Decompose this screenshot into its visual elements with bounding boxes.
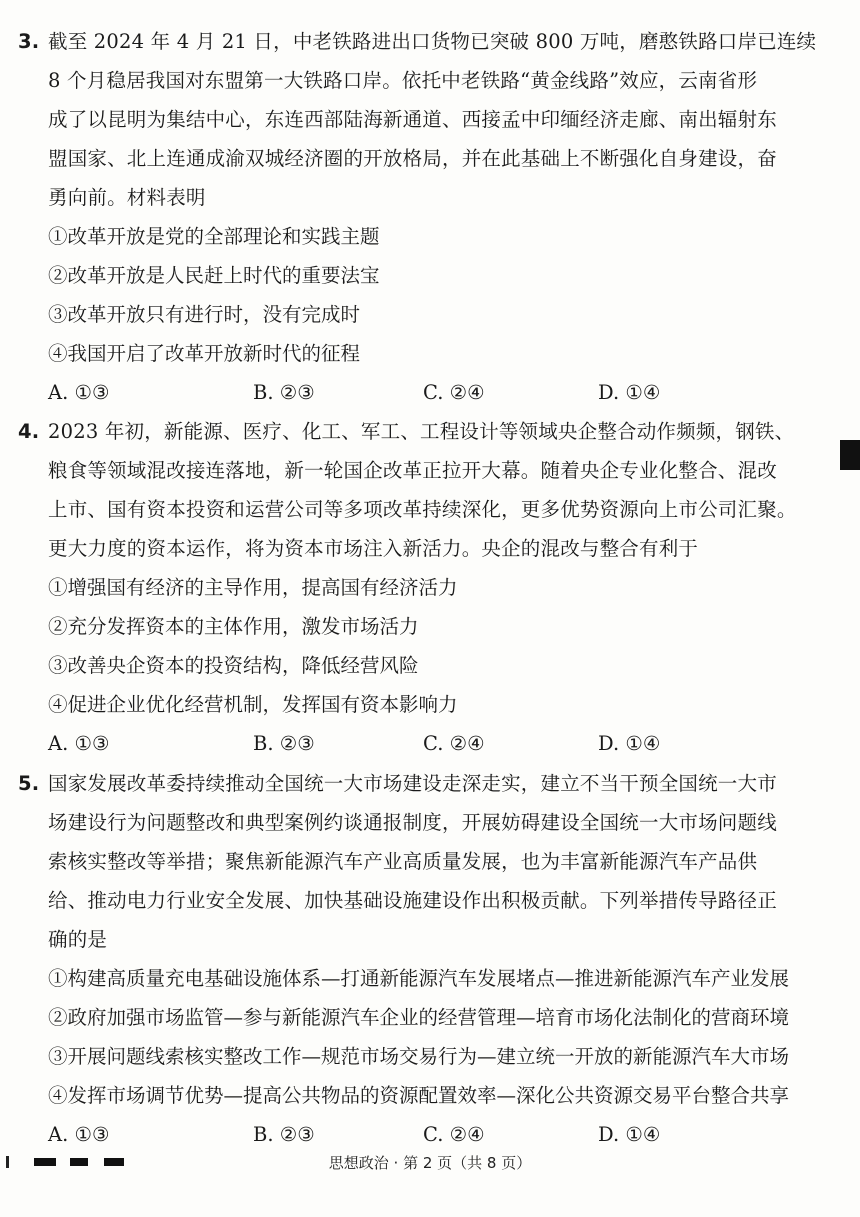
question-stem-line: 盟国家、北上连通成渝双城经济圈的开放格局，并在此基础上不断强化自身建设，奋: [48, 147, 777, 170]
option-b: B. ②③: [253, 732, 315, 755]
answer-options: [18, 724, 808, 763]
question-stem-line: 场建设行为问题整改和典型案例约谈通报制度，开展妨碍建设全国统一大市场问题线: [48, 811, 777, 834]
question-stem-line: 更大力度的资本运作，将为资本市场注入新活力。央企的混改与整合有利于: [48, 537, 699, 560]
question-number: 3.: [18, 30, 40, 53]
page-footer: [0, 1148, 860, 1178]
option-d: D. ①④: [598, 381, 661, 404]
statement-2: ②充分发挥资本的主体作用，激发市场活力: [48, 615, 419, 638]
option-d: D. ①④: [598, 1123, 661, 1146]
option-a: A. ①③: [48, 1123, 110, 1146]
question-stem-line: 勇向前。材料表明: [48, 186, 206, 209]
option-c: C. ②④: [423, 381, 485, 404]
statement-4: ④我国开启了改革开放新时代的征程: [48, 342, 361, 365]
page-number-label: 思想政治 · 第 2 页（共 8 页）: [328, 1154, 532, 1172]
statement-3: ③改革开放只有进行时，没有完成时: [48, 303, 361, 326]
statement-4: ④促进企业优化经营机制，发挥国有资本影响力: [48, 693, 458, 716]
option-c: C. ②④: [423, 732, 485, 755]
option-d: D. ①④: [598, 732, 661, 755]
statement-4: ④发挥市场调节优势—提高公共物品的资源配置效率—深化公共资源交易平台整合共享: [48, 1084, 790, 1107]
question-3: [18, 22, 817, 412]
scan-alignment-mark: [840, 440, 860, 470]
statement-1: ①增强国有经济的主导作用，提高国有经济活力: [48, 576, 458, 599]
option-b: B. ②③: [253, 381, 315, 404]
answer-options: [18, 373, 808, 412]
option-a: A. ①③: [48, 381, 110, 404]
question-5: [18, 764, 808, 1154]
statement-1: ①改革开放是党的全部理论和实践主题: [48, 225, 380, 248]
question-stem-line: [18, 22, 817, 61]
stem-text: 截至 2024 年 4 月 21 日，中老铁路进出口货物已突破 800 万吨，磨憨铁路口岸已连续: [48, 30, 817, 53]
question-stem-line: 索核实整改等举措；聚焦新能源汽车产业高质量发展，也为丰富新能源汽车产品供: [48, 850, 758, 873]
question-4: [18, 412, 808, 763]
option-b: B. ②③: [253, 1123, 315, 1146]
statement-1: ①构建高质量充电基础设施体系—打通新能源汽车发展堵点—推进新能源汽车产业发展: [48, 967, 790, 990]
question-stem-line: [18, 412, 808, 451]
statement-3: ③改善央企资本的投资结构，降低经营风险: [48, 654, 419, 677]
question-stem-line: 8 个月稳居我国对东盟第一大铁路口岸。依托中老铁路“黄金线路”效应，云南省形: [48, 69, 758, 92]
statement-2: ②政府加强市场监管—参与新能源汽车企业的经营管理—培育市场化法制化的营商环境: [48, 1006, 790, 1029]
question-stem-line: 成了以昆明为集结中心，东连西部陆海新通道、西接孟中印缅经济走廊、南出辐射东: [48, 108, 777, 131]
option-a: A. ①③: [48, 732, 110, 755]
question-stem-line: 上市、国有资本投资和运营公司等多项改革持续深化，更多优势资源向上市公司汇聚。: [48, 498, 797, 521]
question-number: 4.: [18, 420, 40, 443]
question-stem-line: [18, 764, 808, 803]
question-stem-line: 确的是: [48, 928, 108, 951]
statement-2: ②改革开放是人民赶上时代的重要法宝: [48, 264, 380, 287]
question-number: 5.: [18, 772, 40, 795]
statement-3: ③开展问题线索核实整改工作—规范市场交易行为—建立统一开放的新能源汽车大市场: [48, 1045, 790, 1068]
stem-text: 2023 年初，新能源、医疗、化工、军工、工程设计等领域央企整合动作频频，钢铁、: [48, 420, 795, 443]
option-c: C. ②④: [423, 1123, 485, 1146]
question-stem-line: 给、推动电力行业安全发展、加快基础设施建设作出积极贡献。下列举措传导路径正: [48, 889, 777, 912]
stem-text: 国家发展改革委持续推动全国统一大市场建设走深走实，建立不当干预全国统一大市: [48, 772, 777, 795]
question-stem-line: 粮食等领域混改接连落地，新一轮国企改革正拉开大幕。随着央企专业化整合、混改: [48, 459, 777, 482]
